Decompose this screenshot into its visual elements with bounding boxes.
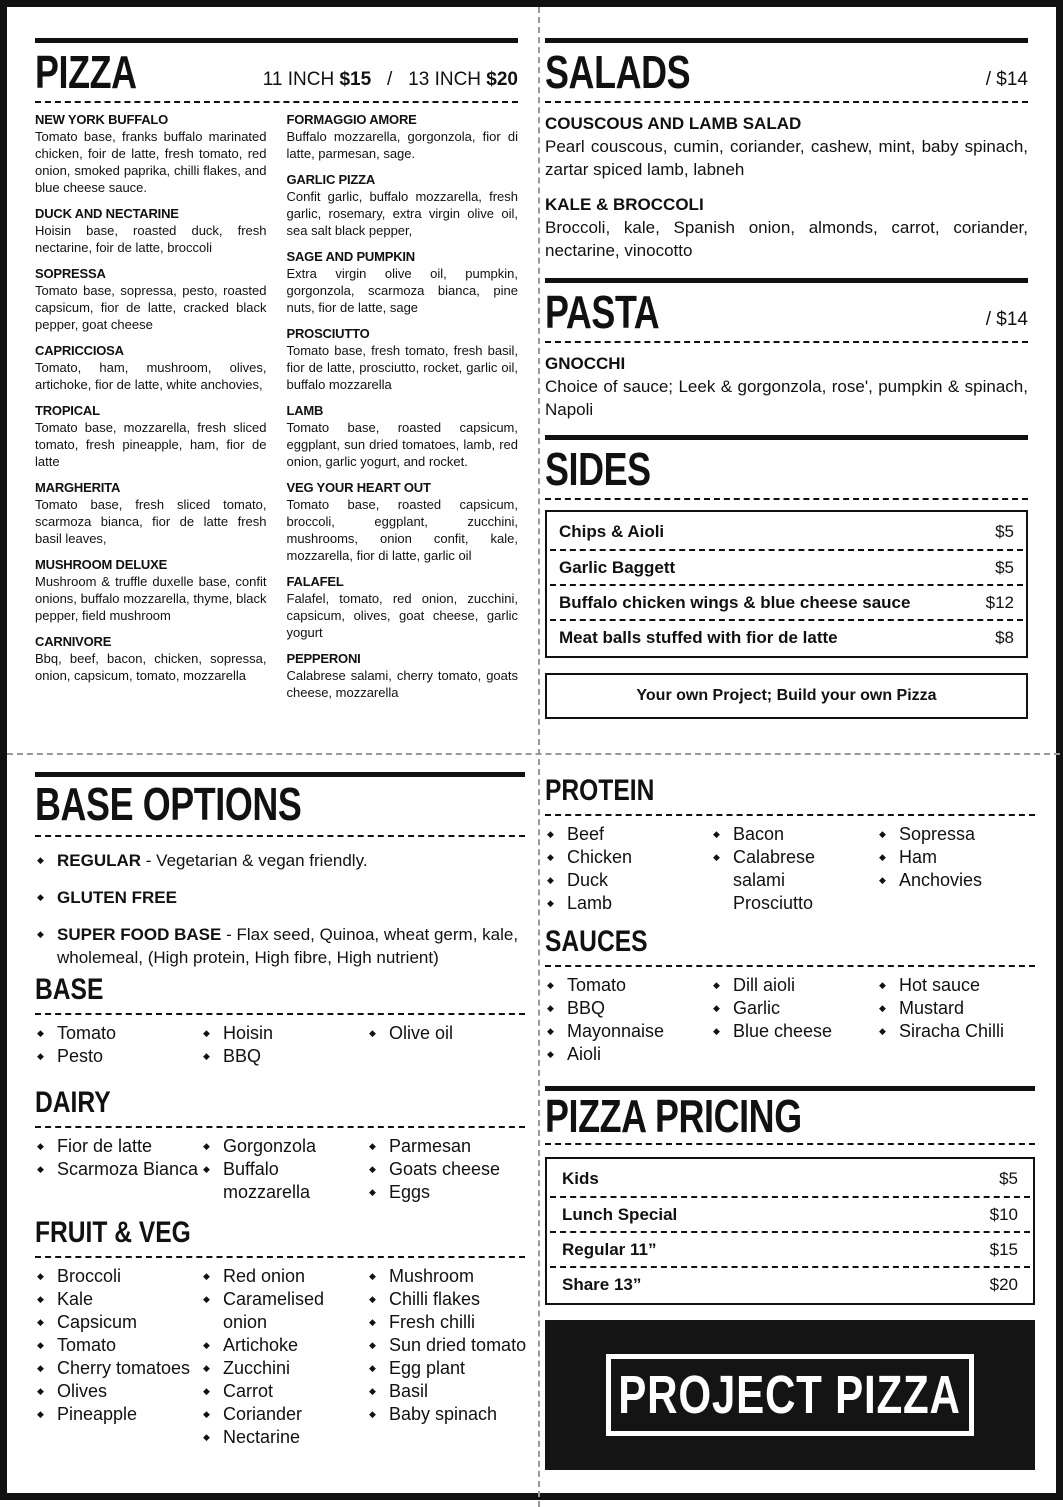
salad-name: COUSCOUS AND LAMB SALAD	[545, 114, 802, 133]
fruit-veg-item: ◆ Pineapple	[35, 1403, 201, 1426]
pizza-description: Mushroom & truffle duxelle base, confit onions, buffalo mozzarella, thyme, black pepper, field mushroom	[35, 574, 267, 623]
sauces-column	[877, 974, 1043, 1066]
protein-item: ◆ Calabrese salami Prosciutto	[711, 846, 877, 915]
dairy-item: ◆ Eggs	[367, 1181, 533, 1204]
pizza-description: Tomato base, franks buffalo marinated chicken, foir de latte, fresh tomato, red onion, smoked paprika, chilli flakes, and blue cheese sauce.	[35, 129, 267, 195]
right-top-column	[545, 38, 1028, 719]
pasta-title: PASTA	[545, 286, 660, 338]
pizza-name: NEW YORK BUFFALO	[35, 112, 169, 127]
fruit-veg-item: ◆ Basil	[367, 1380, 533, 1403]
pizza-description: Confit garlic, buffalo mozzarella, fresh garlic, rosemary, extra virgin olive oil, sea salt black pepper,	[286, 189, 518, 238]
side-item	[550, 549, 1023, 584]
size-11-price: $15	[339, 69, 372, 90]
protein-column	[545, 823, 711, 915]
base-item: ◆ Tomato	[35, 1022, 201, 1045]
pricing-price: $15	[989, 1239, 1018, 1259]
sauce-item: ◆ Hot sauce	[877, 974, 1043, 997]
side-name: Buffalo chicken wings & blue cheese sauce	[559, 592, 911, 612]
pricing-price: $10	[989, 1204, 1018, 1224]
base-options-title: BASE OPTIONS	[35, 778, 302, 830]
pasta-item	[545, 353, 1028, 421]
base-title: BASE	[35, 973, 104, 1006]
pizza-pricing-title: PIZZA PRICING	[545, 1090, 802, 1142]
horizontal-fold-divider	[7, 753, 1063, 755]
pizza-item	[287, 249, 519, 316]
project-pizza-logo	[545, 1320, 1035, 1470]
fruit-veg-column	[367, 1265, 533, 1449]
pizza-description: Calabrese salami, cherry tomato, goats cheese, mozzarella	[286, 668, 518, 700]
base-option-item	[35, 849, 525, 872]
side-name: Meat balls stuffed with fior de latte	[559, 627, 838, 647]
pricing-price: $5	[999, 1168, 1018, 1188]
pricing-price: $20	[989, 1274, 1018, 1294]
fruit-veg-item: ◆ Tomato	[35, 1334, 201, 1357]
fruit-veg-item: ◆ Olives	[35, 1380, 201, 1403]
sauces-column	[711, 974, 877, 1066]
fruit-veg-item: ◆ Coriander	[201, 1403, 367, 1426]
size-13-price: $20	[486, 69, 518, 90]
sauce-item: ◆ Mayonnaise	[545, 1020, 711, 1043]
pizza-name: VEG YOUR HEART OUT	[286, 480, 431, 495]
pizza-item	[287, 403, 519, 470]
dairy-title: DAIRY	[35, 1086, 111, 1119]
pizza-item	[287, 112, 519, 162]
base-option-desc: - Vegetarian & vegan friendly.	[141, 851, 368, 870]
fruit-veg-item: ◆ Chilli flakes	[367, 1288, 533, 1311]
base-column	[367, 1022, 533, 1068]
pizza-item	[287, 326, 519, 393]
side-price: $8	[995, 627, 1014, 647]
pizza-name: GARLIC PIZZA	[286, 172, 376, 187]
sauces-grid	[545, 974, 1035, 1066]
pricing-name: Kids	[562, 1168, 599, 1188]
base-option-name: SUPER FOOD BASE	[57, 925, 222, 944]
pizza-item	[35, 480, 267, 547]
size-11-label: 11 INCH	[262, 69, 335, 90]
base-column	[35, 1022, 201, 1068]
pizza-item	[287, 480, 519, 564]
pizza-name: MARGHERITA	[35, 480, 121, 495]
size-separator: /	[387, 69, 393, 90]
side-item	[550, 619, 1023, 654]
pizza-name: SAGE AND PUMPKIN	[286, 249, 415, 264]
pizza-name: LAMB	[286, 403, 324, 418]
base-option-item	[35, 886, 525, 909]
pasta-description: Choice of sauce; Leek & gorgonzola, rose', pumpkin & spinach, Napoli	[545, 377, 1028, 419]
pizza-description: Tomato base, roasted capsicum, broccoli, eggplant, zucchini, mushrooms, onion confit, kale, mozzarella, fior di latte, garlic oil	[286, 497, 518, 563]
pizza-name: FORMAGGIO AMORE	[286, 112, 417, 127]
salad-name: KALE & BROCCOLI	[545, 195, 704, 214]
fruit-veg-item: ◆ Red onion	[201, 1265, 367, 1288]
right-bottom-column	[545, 772, 1035, 1470]
pizza-name: TROPICAL	[35, 403, 100, 418]
salad-item	[545, 194, 1028, 262]
base-option-desc: - Flax seed, Quinoa, wheat germ, kale, wholemeal, (High protein, High fibre, High nutrient)	[57, 925, 519, 967]
salads-price: / $14	[985, 69, 1028, 90]
base-option-name: GLUTEN FREE	[57, 888, 177, 907]
dairy-section	[35, 1088, 525, 1204]
base-options-list	[35, 849, 525, 969]
side-price: $5	[995, 557, 1014, 577]
base-option-name: REGULAR	[57, 851, 142, 870]
fruit-veg-item: ◆ Broccoli	[35, 1265, 201, 1288]
base-section	[35, 975, 525, 1068]
pizza-item	[287, 172, 519, 239]
protein-item: ◆ Chicken	[545, 846, 711, 869]
fruit-veg-item: ◆ Nectarine	[201, 1426, 367, 1449]
fruit-veg-item: ◆ Artichoke	[201, 1334, 367, 1357]
fruit-veg-title: FRUIT & VEG	[35, 1216, 191, 1249]
sauce-item: ◆ Mustard	[877, 997, 1043, 1020]
pasta-name: GNOCCHI	[545, 354, 626, 373]
pizza-name: PEPPERONI	[286, 651, 361, 666]
size-13-label: 13 INCH	[408, 69, 482, 90]
dairy-item: ◆ Fior de latte	[35, 1135, 201, 1158]
sauce-item: ◆ Siracha Chilli	[877, 1020, 1043, 1043]
pizza-name: SOPRESSA	[35, 266, 106, 281]
pizza-section	[35, 38, 518, 711]
pizza-description: Hoisin base, roasted duck, fresh nectarine, foir de latte, broccoli	[35, 223, 267, 255]
pizza-name: PROSCIUTTO	[286, 326, 370, 341]
pizza-description: Tomato base, fresh tomato, fresh basil, fior de latte, prosciutto, rocket, garlic oil, buffalo mozzarella	[286, 343, 518, 392]
pizza-description: Tomato base, roasted capsicum, eggplant, sun dried tomatoes, lamb, red onion, garlic yogurt, and rocket.	[286, 420, 518, 469]
dairy-column	[201, 1135, 367, 1204]
left-bottom-column	[35, 772, 525, 1449]
pizza-name: CARNIVORE	[35, 634, 112, 649]
pizza-list-right	[287, 112, 519, 711]
pizza-list-left	[35, 112, 267, 711]
sauces-section	[545, 927, 1035, 1066]
pizza-description: Falafel, tomato, red onion, zucchini, capsicum, olives, goat cheese, garlic yogurt	[286, 591, 518, 640]
pizza-description: Bbq, beef, bacon, chicken, sopressa, onion, capsicum, tomato, mozzarella	[35, 651, 267, 683]
base-option-item	[35, 923, 525, 969]
base-item: ◆ Pesto	[35, 1045, 201, 1068]
protein-section	[545, 776, 1035, 915]
pizza-item	[35, 266, 267, 333]
fruit-veg-item: ◆ Capsicum	[35, 1311, 201, 1334]
protein-title: PROTEIN	[545, 774, 655, 807]
logo-text: PROJECT PIZZA	[618, 1365, 962, 1425]
pizza-pricing-section	[545, 1086, 1035, 1305]
protein-column	[711, 823, 877, 915]
fruit-veg-section	[35, 1218, 525, 1449]
pizza-pricing-list	[545, 1157, 1035, 1305]
fruit-veg-item: ◆ Baby spinach	[367, 1403, 533, 1426]
base-item: ◆ Olive oil	[367, 1022, 533, 1045]
protein-item: ◆ Bacon	[711, 823, 877, 846]
pizza-title: PIZZA	[35, 46, 137, 98]
pizza-item	[35, 403, 267, 470]
side-price: $12	[985, 592, 1014, 612]
pricing-name: Share 13”	[562, 1274, 642, 1294]
pizza-name: CAPRICCIOSA	[35, 343, 124, 358]
pizza-description: Tomato, ham, mushroom, olives, artichoke, fior de latte, white anchovies,	[35, 360, 267, 392]
fruit-veg-item: ◆ Caramelised onion	[201, 1288, 367, 1334]
sides-section	[545, 435, 1028, 719]
sides-title: SIDES	[545, 443, 651, 495]
fruit-veg-grid	[35, 1265, 525, 1449]
pizza-item	[35, 557, 267, 624]
logo-frame	[606, 1354, 974, 1436]
pricing-item	[550, 1266, 1030, 1301]
salads-section	[545, 38, 1028, 262]
pizza-description: Tomato base, fresh sliced tomato, scarmoza bianca, fior de latte fresh basil leaves,	[35, 497, 267, 546]
pizza-item	[287, 574, 519, 641]
pizza-item	[35, 112, 267, 196]
pricing-name: Lunch Special	[562, 1204, 678, 1224]
sauce-item: ◆ Aioli	[545, 1043, 711, 1066]
pizza-description: Extra virgin olive oil, pumpkin, gorgonzola, scarmoza bianca, pine nuts, fior de latte, sage	[286, 266, 518, 315]
side-name: Chips & Aioli	[559, 521, 665, 541]
pricing-name: Regular 11”	[562, 1239, 657, 1259]
sauce-item: ◆ BBQ	[545, 997, 711, 1020]
base-item: ◆ Hoisin	[201, 1022, 367, 1045]
dairy-item: ◆ Buffalo mozzarella	[201, 1158, 367, 1204]
fruit-veg-column	[35, 1265, 201, 1449]
pasta-section	[545, 278, 1028, 421]
fruit-veg-item: ◆ Egg plant	[367, 1357, 533, 1380]
sauce-item: ◆ Garlic	[711, 997, 877, 1020]
build-your-own-banner: Your own Project; Build your own Pizza	[545, 673, 1028, 719]
base-options-grid	[35, 1022, 525, 1068]
pizza-item	[35, 343, 267, 393]
salad-description: Pearl couscous, cumin, coriander, cashew, mint, baby spinach, zartar spiced lamb, labneh	[545, 137, 1028, 179]
fruit-veg-item: ◆ Carrot	[201, 1380, 367, 1403]
side-name: Garlic Baggett	[559, 557, 676, 577]
base-item: ◆ BBQ	[201, 1045, 367, 1068]
dairy-column	[367, 1135, 533, 1204]
dairy-item: ◆ Gorgonzola	[201, 1135, 367, 1158]
protein-grid	[545, 823, 1035, 915]
fruit-veg-item: ◆ Cherry tomatoes	[35, 1357, 201, 1380]
pricing-item	[550, 1196, 1030, 1231]
fruit-veg-column	[201, 1265, 367, 1449]
pricing-item	[550, 1161, 1030, 1196]
sauces-title: SAUCES	[545, 925, 648, 958]
side-item	[550, 514, 1023, 549]
vertical-fold-divider	[538, 7, 540, 1507]
sauce-item: ◆ Blue cheese	[711, 1020, 877, 1043]
sauces-column	[545, 974, 711, 1066]
sauce-item: ◆ Dill aioli	[711, 974, 877, 997]
pricing-item	[550, 1231, 1030, 1266]
pizza-item	[35, 206, 267, 256]
fruit-veg-item: ◆ Fresh chilli	[367, 1311, 533, 1334]
salad-description: Broccoli, kale, Spanish onion, almonds, carrot, coriander, nectarine, vinocotto	[545, 218, 1028, 260]
protein-item: ◆ Ham	[877, 846, 1043, 869]
protein-item: ◆ Lamb	[545, 892, 711, 915]
pasta-price: / $14	[985, 309, 1028, 330]
pizza-description: Buffalo mozzarella, gorgonzola, fior di latte, parmesan, sage.	[286, 129, 518, 161]
fruit-veg-item: ◆ Sun dried tomato	[367, 1334, 533, 1357]
protein-item: ◆ Sopressa	[877, 823, 1043, 846]
pizza-description: Tomato base, mozzarella, fresh sliced tomato, fresh pineapple, ham, fior de latte	[35, 420, 267, 469]
fruit-veg-item: ◆ Mushroom	[367, 1265, 533, 1288]
pizza-name: FALAFEL	[286, 574, 344, 589]
protein-column	[877, 823, 1043, 915]
dairy-item: ◆ Goats cheese	[367, 1158, 533, 1181]
pizza-name: DUCK AND NECTARINE	[35, 206, 179, 221]
dairy-item: ◆ Scarmoza Bianca	[35, 1158, 201, 1181]
fruit-veg-item: ◆ Zucchini	[201, 1357, 367, 1380]
base-column	[201, 1022, 367, 1068]
dairy-grid	[35, 1135, 525, 1204]
protein-item: ◆ Duck	[545, 869, 711, 892]
side-item	[550, 584, 1023, 619]
pizza-size-prices	[263, 69, 518, 95]
pizza-name: MUSHROOM DELUXE	[35, 557, 168, 572]
pizza-description: Tomato base, sopressa, pesto, roasted capsicum, fior de latte, cracked black pepper, goat cheese	[35, 283, 267, 332]
fruit-veg-item: ◆ Kale	[35, 1288, 201, 1311]
salads-title: SALADS	[545, 46, 691, 98]
protein-item: ◆ Anchovies	[877, 869, 1043, 892]
salad-item	[545, 113, 1028, 181]
dairy-item: ◆ Parmesan	[367, 1135, 533, 1158]
dairy-column	[35, 1135, 201, 1204]
base-options-section	[35, 772, 525, 969]
protein-item: ◆ Beef	[545, 823, 711, 846]
pizza-item	[287, 651, 519, 701]
pizza-item	[35, 634, 267, 684]
side-price: $5	[995, 521, 1014, 541]
sauce-item: ◆ Tomato	[545, 974, 711, 997]
sides-list	[545, 510, 1028, 658]
